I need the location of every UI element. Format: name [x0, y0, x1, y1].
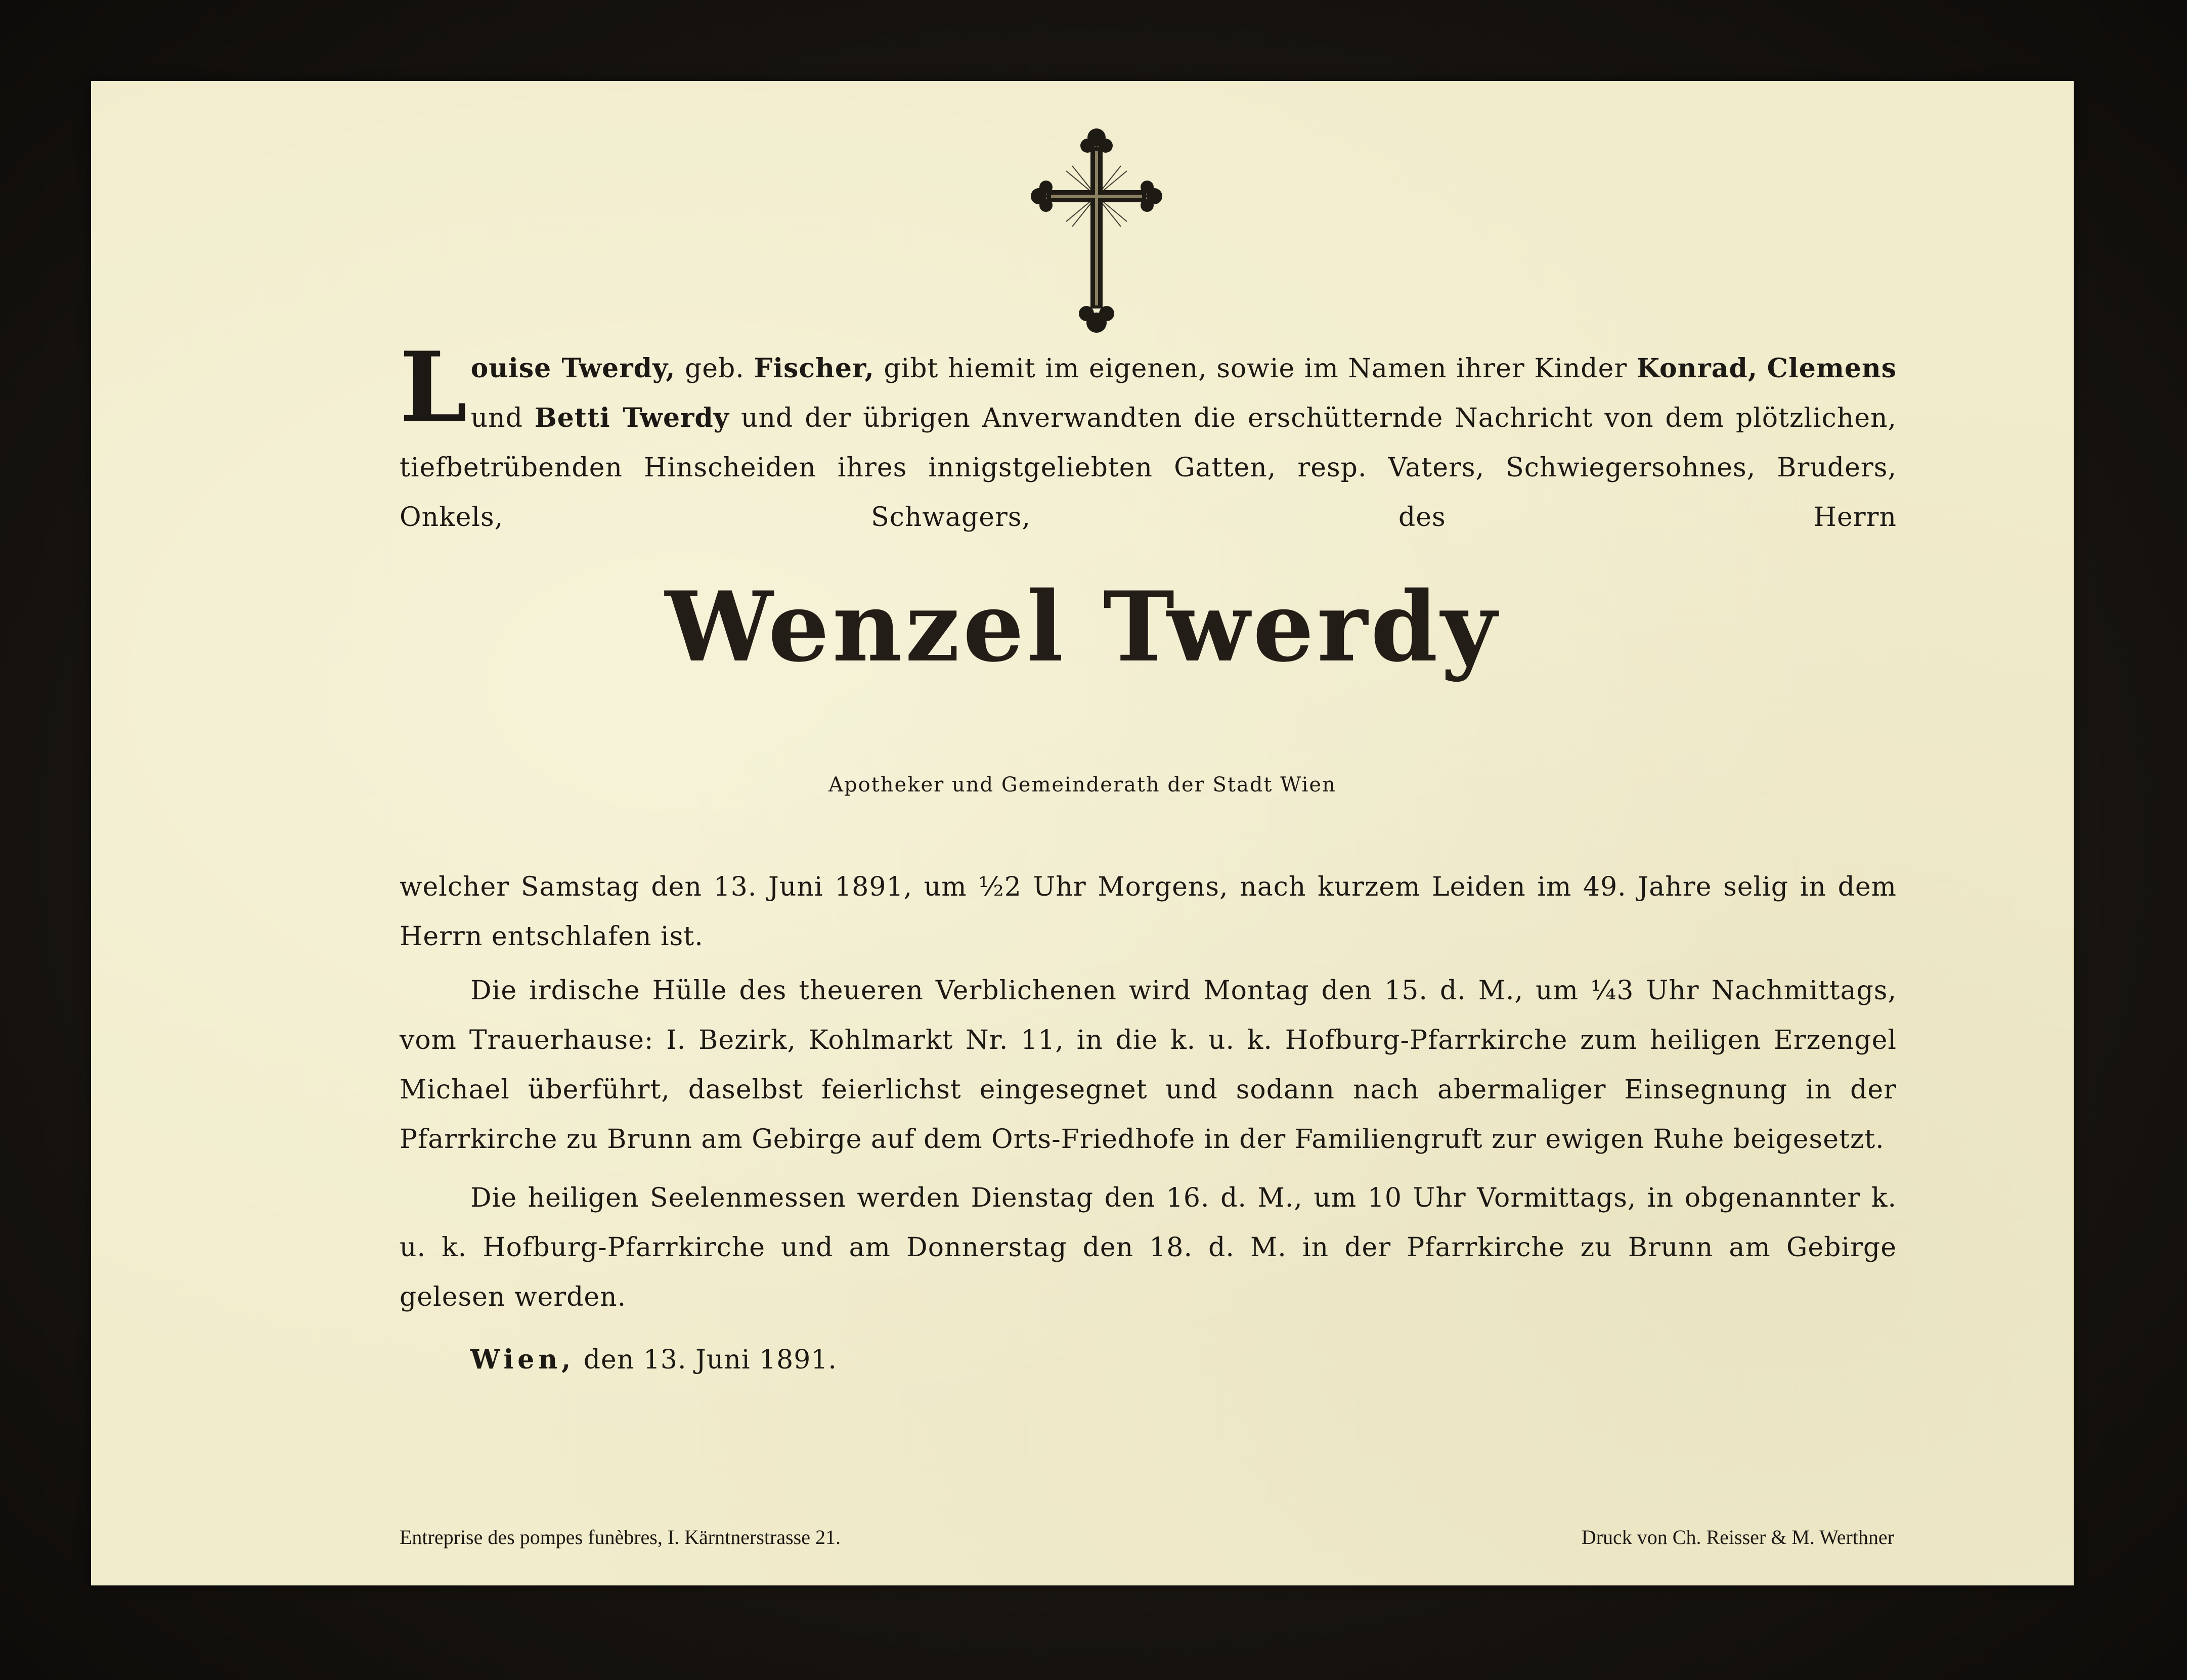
notice-date: den 13. Juni 1891. — [583, 1345, 837, 1375]
intro-und: und — [470, 403, 523, 433]
place-name: Wien, — [470, 1344, 575, 1375]
ornate-cross-icon — [1031, 126, 1162, 334]
maiden-name: Fischer, — [754, 353, 874, 384]
intro-text-2: und der übrigen Anverwandten die erschütternde Nachricht von dem plötzlichen, tiefbetrübenden Hinscheiden ihres innigstgeliebten Gatten, resp. Vaters, Schwiegersohnes, Bruders, Onkels, Schwagers, des Herrn — [400, 403, 1897, 533]
intro-text-1: gibt hiemit im eigenen, sowie im Namen ihrer Kinder — [884, 353, 1628, 384]
mass-paragraph: Die heiligen Seelenmessen werden Dienstag den 16. d. M., um 10 Uhr Vormittags, in obgenannter k. u. k. Hofburg-Pfarrkirche und am Donnerstag den 18. d. M. in der Pfarrkirche zu Brunn am Gebirge gelesen werden. — [400, 1183, 1897, 1312]
funeral-paragraph: Die irdische Hülle des theueren Verblichenen wird Montag den 15. d. M., um ¼3 Uhr Nachmittags, vom Trauerhause: I. Bezirk, Kohlmarkt Nr. 11, in die k. u. k. Hofburg-Pfarrkirche zum heiligen Erzengel Michael überführt, daselbst feierlichst eingesegnet und sodann nach abermaliger Einsegnung in der Pfarrkirche zu Brunn am Gebirge auf dem Orts-Friedhofe in der Familiengruft zur ewigen Ruhe beigesetzt. — [400, 976, 1897, 1155]
printer-footer: Druck von Ch. Reisser & M. Werthner — [1581, 1526, 1894, 1549]
mourning-notice-sheet — [91, 81, 2074, 1585]
geb-abbrev: geb. — [684, 353, 745, 384]
child-konrad: Konrad, — [1636, 353, 1758, 384]
deceased-title: Apotheker und Gemeinderath der Stadt Wien — [828, 773, 1336, 797]
intro-dropcap: L — [400, 331, 468, 444]
place-date-line — [470, 1335, 1229, 1385]
intro-paragraph — [400, 331, 1897, 542]
undertaker-footer: Entreprise des pompes funèbres, I. Kärntnerstrasse 21. — [400, 1526, 841, 1549]
death-paragraph: welcher Samstag den 13. Juni 1891, um ½2 Uhr Morgens, nach kurzem Leiden im 49. Jahre selig in dem Herrn entschlafen ist. — [400, 872, 1897, 952]
deceased-name: Wenzel Twerdy — [665, 570, 1500, 683]
child-betti: Betti Twerdy — [534, 403, 730, 433]
widow-name: ouise Twerdy, — [470, 353, 676, 384]
child-clemens: Clemens — [1767, 353, 1897, 384]
